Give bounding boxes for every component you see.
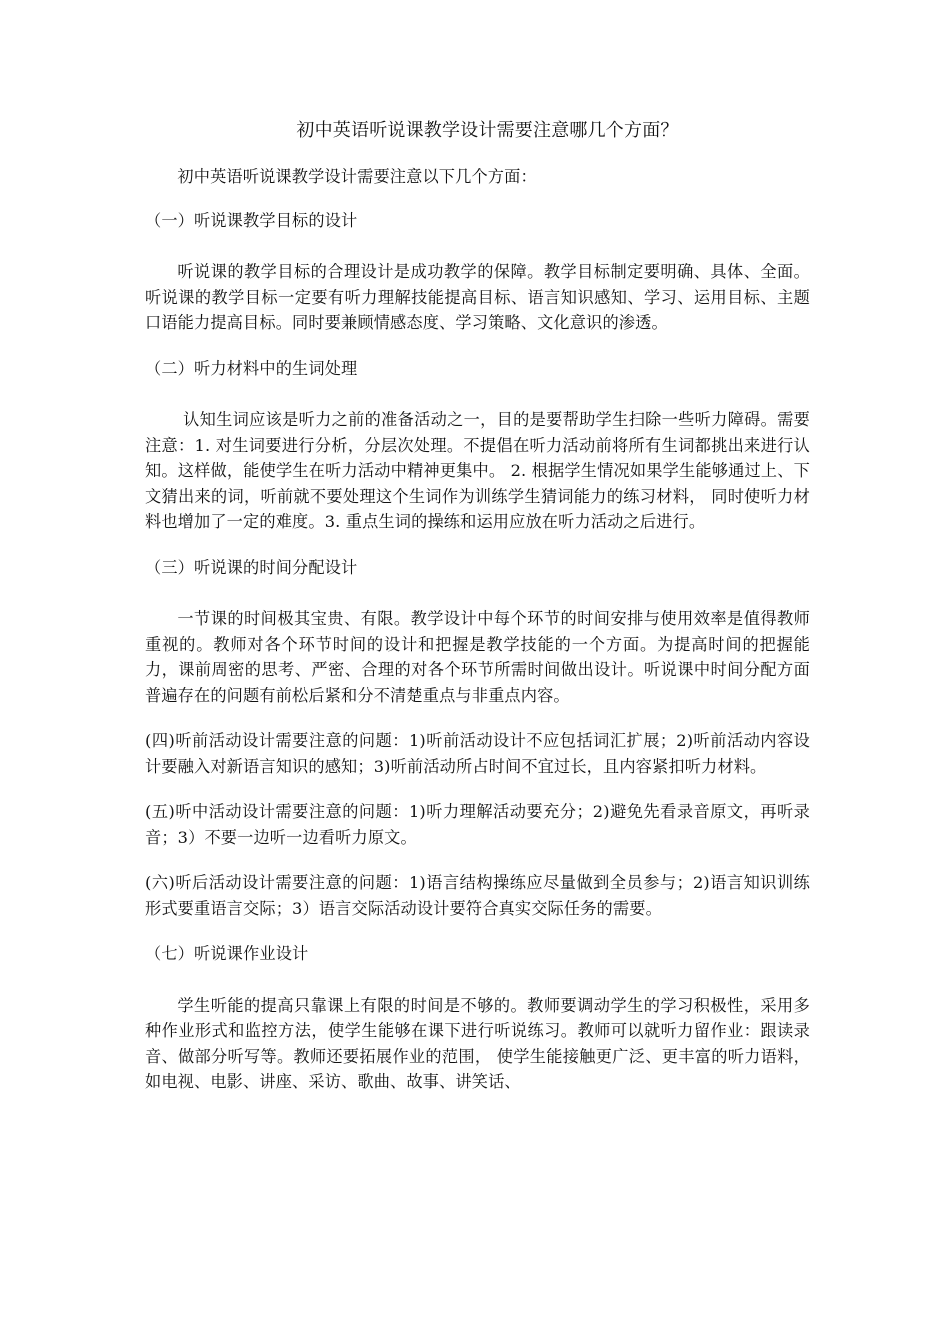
document-content: [145, 118, 810, 1115]
section-heading-2: （二）听力材料中的生词处理: [145, 358, 358, 378]
section-body-2: 认知生词应该是听力之前的准备活动之一，目的是要帮助学生扫除一些听力障碍。需要注意：1. 对生词要进行分析，分层次处理。不提倡在听力活动前将所有生词都挑出来进行认知。这样做，能使学生在听力活动中精神更集中。 2. 根据学生情况如果学生能够通过上、下文猜出来的词，听前就不要处理这个生词作为训练学生猜词能力的练习材料， 同时使听力材料也增加了一定的难度。3. 重点生词的操练和运用应放在听力活动之后进行。: [145, 410, 810, 531]
section-body-1: 听说课的教学目标的合理设计是成功教学的保障。教学目标制定要明确、具体、全面。听说课的教学目标一定要有听力理解技能提高目标、语言知识感知、学习、运用目标、主题口语能力提高目标。同时要兼顾情感态度、学习策略、文化意识的渗透。: [145, 262, 810, 332]
section-body-7: 学生听能的提高只靠课上有限的时间是不够的。教师要调动学生的学习积极性，采用多种作业形式和监控方法，使学生能够在课下进行听说练习。教师可以就听力留作业：跟读录音、做部分听写等。教师还要拓展作业的范围， 使学生能接触更广泛、更丰富的听力语料，如电视、电影、讲座、采访、歌曲、故事、讲笑话、: [145, 995, 810, 1091]
section-heading-3: （三）听说课的时间分配设计: [145, 557, 358, 577]
section-paragraph-6: (六)听后活动设计需要注意的问题：1)语言结构操练应尽量做到全员参与；2)语言知识训练形式要重语言交际；3）语言交际活动设计要符合真实交际任务的需要。: [145, 873, 810, 918]
section-heading-1: （一）听说课教学目标的设计: [145, 210, 358, 230]
section-heading-7: （七）听说课作业设计: [145, 944, 309, 963]
section-paragraph-4: (四)听前活动设计需要注意的问题：1)听前活动设计不应包括词汇扩展；2)听前活动内容设计要融入对新语言知识的感知；3)听前活动所占时间不宜过长，且内容紧扣听力材料。: [145, 731, 810, 776]
section-body-3: 一节课的时间极其宝贵、有限。教学设计中每个环节的时间安排与使用效率是值得教师重视的。教师对各个环节时间的设计和把握是教学技能的一个方面。为提高时间的把握能力，课前周密的思考、严密、合理的对各个环节所需时间做出设计。听说课中时间分配方面普遍存在的问题有前松后紧和分不清楚重点与非重点内容。: [145, 609, 810, 705]
document-title: 初中英语听说课教学设计需要注意哪几个方面？: [296, 120, 679, 141]
intro-paragraph: 初中英语听说课教学设计需要注意以下几个方面：: [177, 167, 537, 186]
section-paragraph-5: (五)听中活动设计需要注意的问题：1)听力理解活动要充分；2)避免先看录音原文，再听录音；3）不要一边听一边看听力原文。: [145, 802, 810, 847]
